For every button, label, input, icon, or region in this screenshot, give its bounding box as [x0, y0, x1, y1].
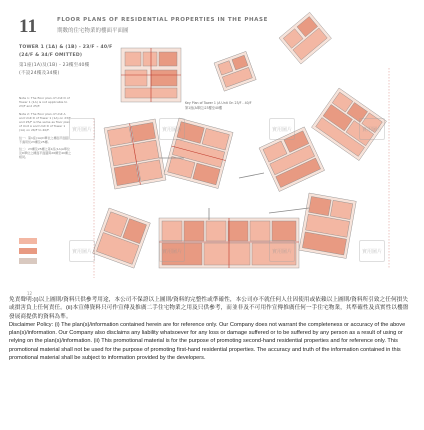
- note-2: Note 2: The floor plan of Unit A and Unit D of Tower 1 (1A) on 23/F and 25/F is the same as floor plan of Unit A and Unit D of Tower 1 (1A) on 26/F to 40/F.: [19, 111, 71, 133]
- disclaimer: [9, 296, 413, 362]
- watermark-stamp: 實用圖片: [359, 240, 385, 262]
- key-plan-label: Key Plan of Tower 1 (A Unit On 23/F - 40/F 第1座(A單位)23樓至40樓: [185, 101, 252, 110]
- page-title: FLOOR PLANS OF RESIDENTIAL PROPERTIES IN THE PHASE: [57, 17, 268, 23]
- watermark-stamp: 實用圖片: [69, 118, 95, 140]
- watermark-stamp: 實用圖片: [69, 240, 95, 262]
- tower-line-1: TOWER 1 (1A) & (1B) - 23/F - 40/F: [19, 45, 113, 50]
- watermark-stamp: 實用圖片: [159, 118, 185, 140]
- watermark-stamp: 實用圖片: [159, 240, 185, 262]
- disclaimer-en: Disclaimer Policy: (i) The plan(s)/information contained herein are for reference only. Our Company does not warrant the completeness or accuracy of the above plan(s)/information. Our Company also disclaims any liability whatsoever for any loss or damage suffered or to be suffered by any person as a result of using or relying on the plan(s)/information. (ii) This promotional material is for the purpose of promoting second-hand residential properties and for reference only. This promotional material shall not be used for the purpose of promoting first-hand residential properties. The accuracy and truth of the information contained in this promotional material shall be subject to information provided by the developers.: [9, 321, 406, 362]
- note-3: 註一：第1座(1A)D單位之樓面平面圖不適用於23樓及25樓。: [19, 135, 69, 144]
- section-number: 11: [19, 16, 37, 37]
- watermark-stamp: 實用圖片: [269, 240, 295, 262]
- disclaimer-zh: 免責聲明:(i)以上圖則/資料只供參考用途，本公司不保證以上圖則/資料的完整性或準確性，本公司亦不就任何人仕因使用或依賴以上圖則/資料所引致之任何損失或損害負上任何責任。(ii)本宣傳資料只可作宣傳及推廣二手住宅物業之用及只供參考，而並非及不可用作宣傳推廣任何一手住宅物業，其準確性及真實性以樓盤發展商提供的資料為準。: [9, 297, 409, 320]
- page-footer-number: 12: [27, 291, 33, 296]
- page-title-zh: 期數的住宅物業的樓面平面圖: [57, 28, 129, 34]
- watermark-stamp: 實用圖片: [269, 118, 295, 140]
- note-4: 註二：23樓及25樓之第1座(1A)A單位及D單位之樓面平面圖與26樓至40樓之相同。: [19, 147, 71, 160]
- tower-line-3: 第1座(1A)及(1B) - 23樓至40樓: [19, 63, 90, 68]
- floor-plan-sheet: [9, 8, 415, 296]
- tower-line-2: (24/F & 34/F OMITTED): [19, 53, 83, 58]
- watermark-stamp: 實用圖片: [359, 118, 385, 140]
- tower-line-4: (不設24樓及34樓): [19, 71, 60, 76]
- note-1: Note 1: The floor plan of Unit D of Tower 1 (1A) is not applicable to 23/F and 25/F.: [19, 96, 70, 109]
